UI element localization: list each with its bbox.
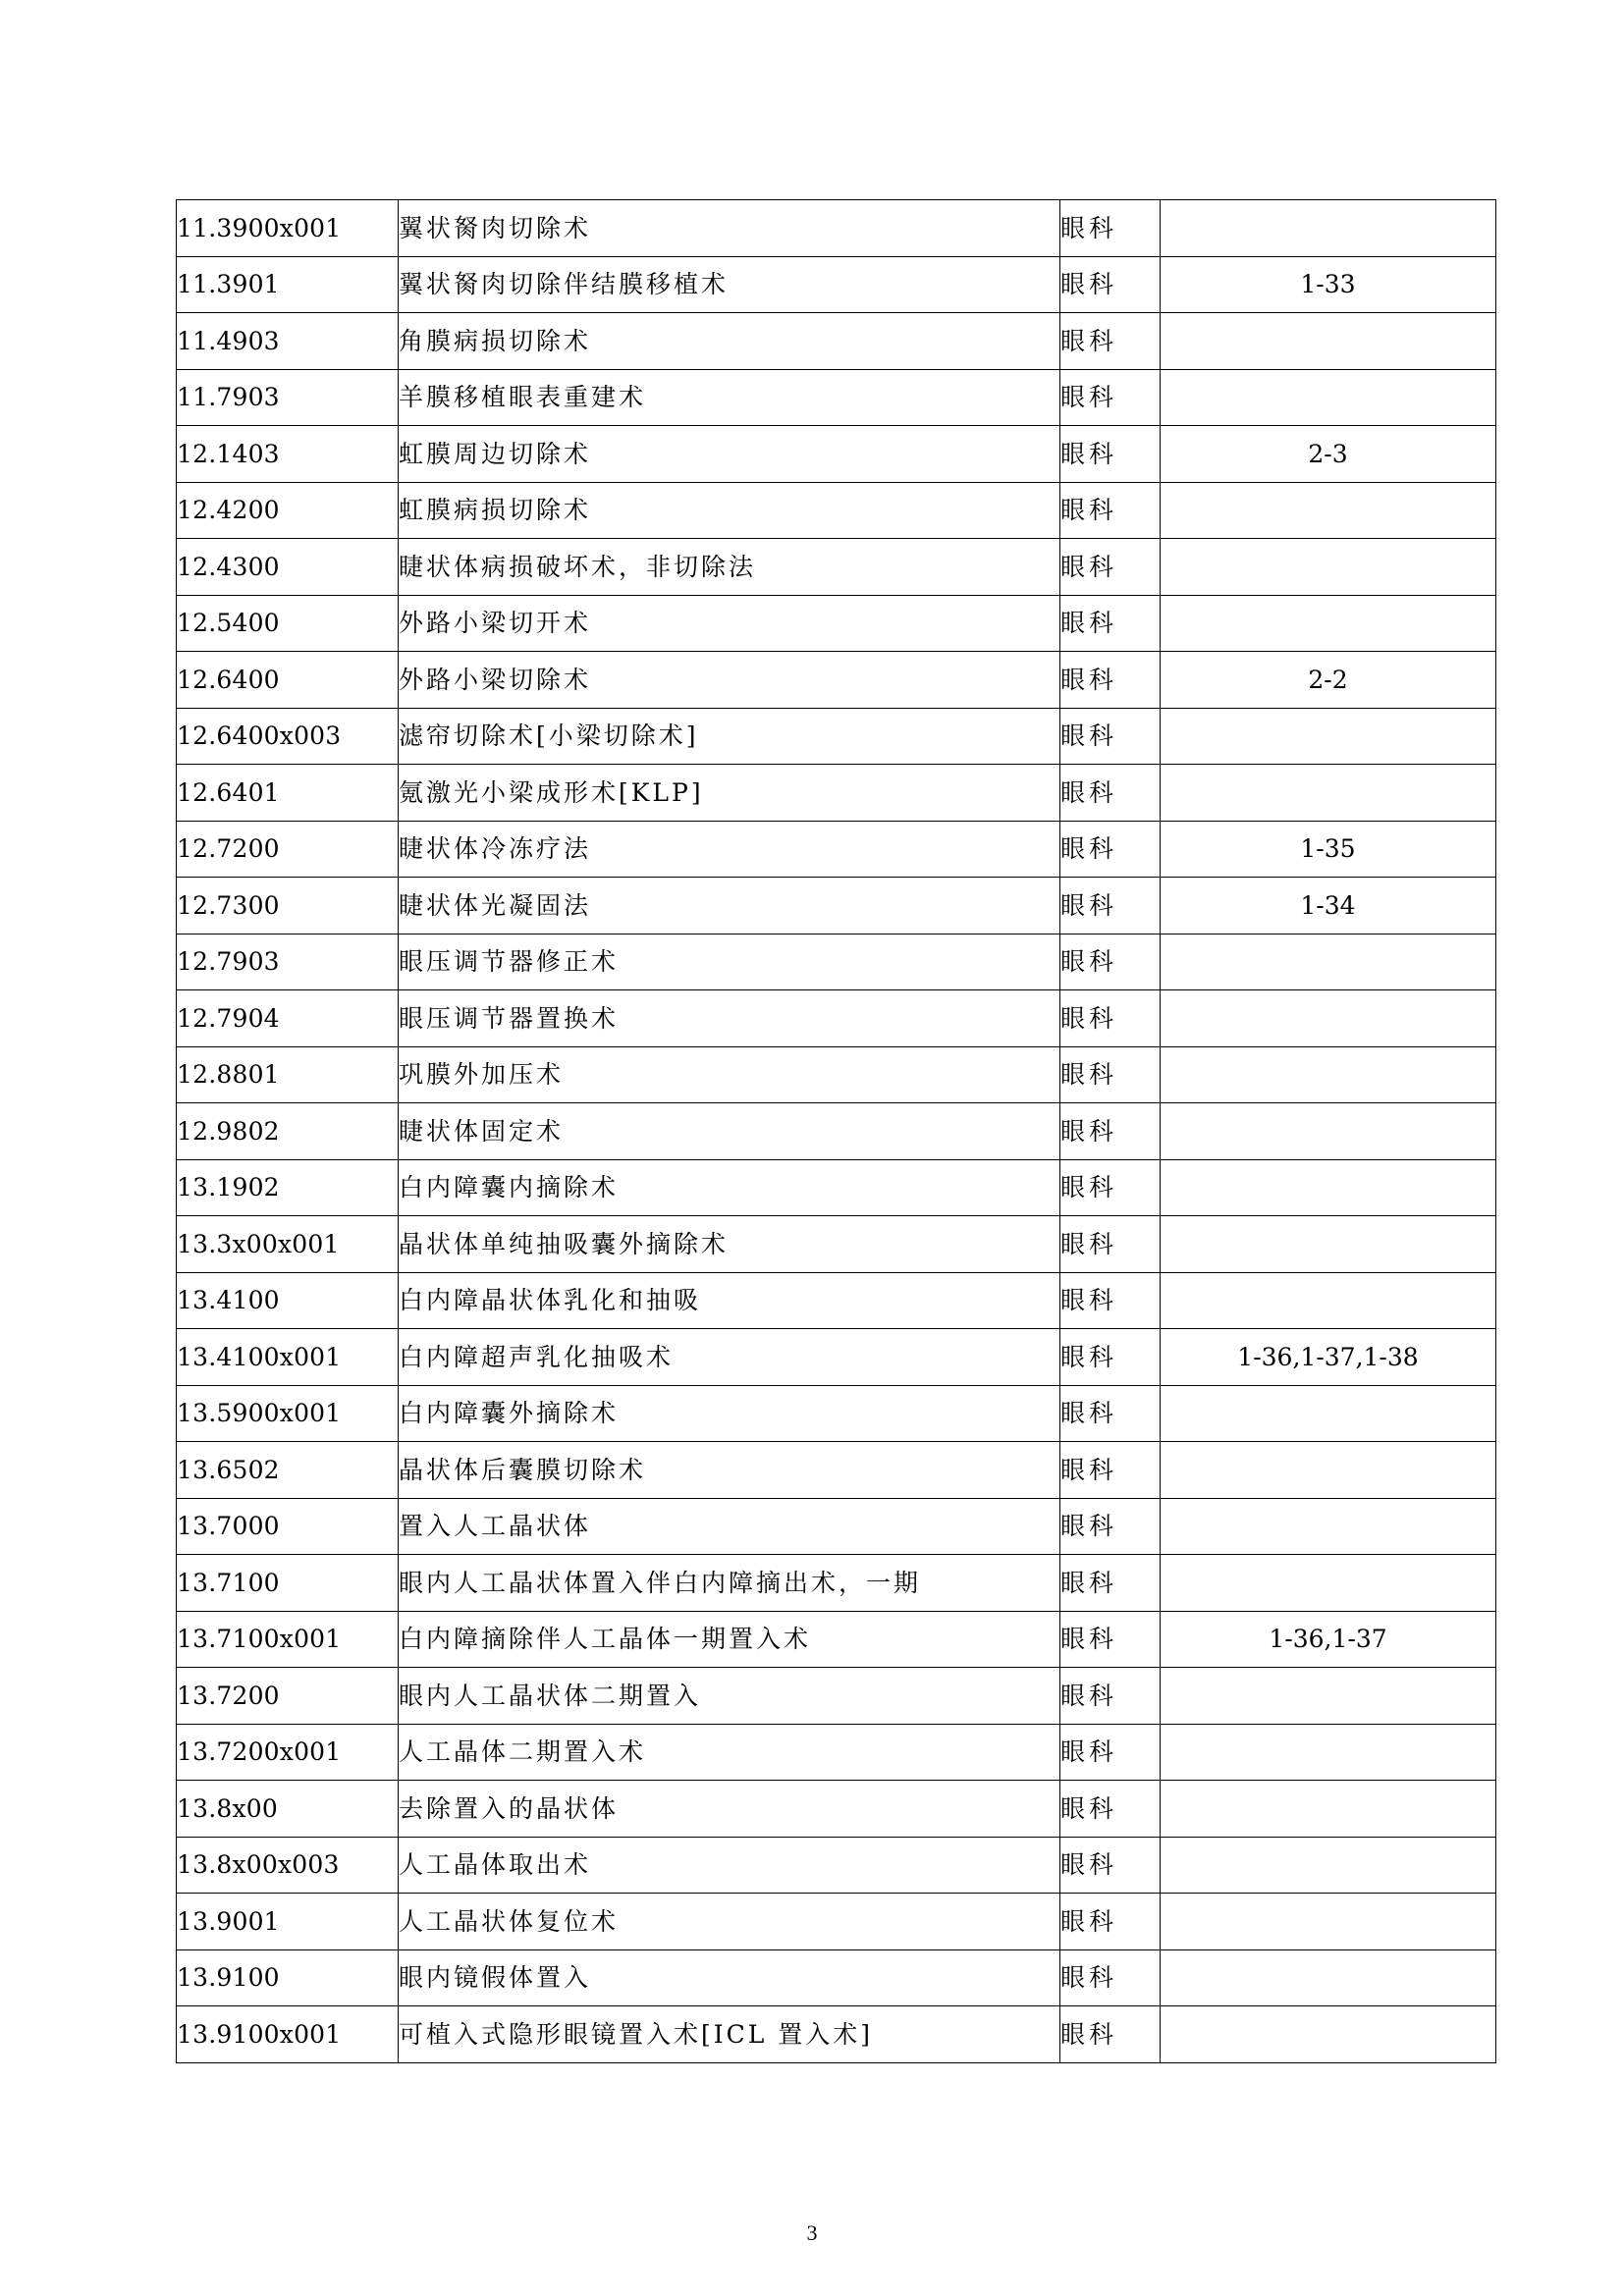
- procedure-code-cell: 12.5400: [177, 595, 399, 652]
- table-row: [177, 2006, 1496, 2063]
- procedure-code-cell: 13.7200: [177, 1668, 399, 1725]
- reference-cell: [1161, 1668, 1496, 1725]
- reference-cell: [1161, 1894, 1496, 1950]
- department-cell: 眼科: [1060, 369, 1161, 426]
- table-row: [177, 765, 1496, 822]
- table-row: [177, 1498, 1496, 1555]
- table-row: [177, 1894, 1496, 1950]
- department-cell: 眼科: [1060, 1724, 1161, 1781]
- procedure-code-cell: 12.7200: [177, 821, 399, 878]
- table-row: [177, 1442, 1496, 1499]
- procedure-name-cell: 外路小梁切开术: [399, 595, 1060, 652]
- department-cell: 眼科: [1060, 652, 1161, 709]
- reference-cell: [1161, 539, 1496, 596]
- department-cell: 眼科: [1060, 1498, 1161, 1555]
- department-cell: 眼科: [1060, 1046, 1161, 1103]
- reference-cell: [1161, 1272, 1496, 1329]
- procedure-name-cell: 睫状体冷冻疗法: [399, 821, 1060, 878]
- department-cell: 眼科: [1060, 934, 1161, 990]
- department-cell: 眼科: [1060, 595, 1161, 652]
- reference-cell: 1-36,1-37: [1161, 1611, 1496, 1668]
- table-row: [177, 990, 1496, 1047]
- reference-cell: [1161, 1724, 1496, 1781]
- department-cell: 眼科: [1060, 1668, 1161, 1725]
- procedure-code-cell: 12.7300: [177, 878, 399, 934]
- table-row: [177, 1668, 1496, 1725]
- reference-cell: [1161, 482, 1496, 539]
- table-row: [177, 934, 1496, 990]
- table-row: [177, 426, 1496, 483]
- reference-cell: 2-3: [1161, 426, 1496, 483]
- procedure-name-cell: 晶状体单纯抽吸囊外摘除术: [399, 1216, 1060, 1273]
- procedure-code-cell: 12.6400x003: [177, 708, 399, 765]
- reference-cell: [1161, 369, 1496, 426]
- department-cell: 眼科: [1060, 1216, 1161, 1273]
- procedure-code-cell: 12.7903: [177, 934, 399, 990]
- department-cell: 眼科: [1060, 426, 1161, 483]
- procedure-code-cell: 13.3x00x001: [177, 1216, 399, 1273]
- procedure-name-cell: 白内障囊外摘除术: [399, 1385, 1060, 1442]
- procedure-code-cell: 11.3900x001: [177, 200, 399, 257]
- procedure-name-cell: 置入人工晶状体: [399, 1498, 1060, 1555]
- table-row: [177, 878, 1496, 934]
- reference-cell: [1161, 1442, 1496, 1499]
- procedure-code-cell: 12.6401: [177, 765, 399, 822]
- table-row: [177, 1611, 1496, 1668]
- procedure-code-cell: 13.7000: [177, 1498, 399, 1555]
- reference-cell: [1161, 990, 1496, 1047]
- procedure-table: [176, 199, 1496, 2063]
- procedure-code-cell: 13.4100x001: [177, 1329, 399, 1386]
- procedure-name-cell: 白内障晶状体乳化和抽吸: [399, 1272, 1060, 1329]
- procedure-code-cell: 13.5900x001: [177, 1385, 399, 1442]
- procedure-name-cell: 眼内镜假体置入: [399, 1949, 1060, 2006]
- procedure-name-cell: 眼压调节器置换术: [399, 990, 1060, 1047]
- reference-cell: [1161, 313, 1496, 370]
- department-cell: 眼科: [1060, 708, 1161, 765]
- department-cell: 眼科: [1060, 313, 1161, 370]
- procedure-code-cell: 13.9001: [177, 1894, 399, 1950]
- procedure-name-cell: 滤帘切除术[小梁切除术]: [399, 708, 1060, 765]
- procedure-code-cell: 13.7100x001: [177, 1611, 399, 1668]
- department-cell: 眼科: [1060, 256, 1161, 313]
- procedure-name-cell: 氪激光小梁成形术[KLP]: [399, 765, 1060, 822]
- reference-cell: [1161, 200, 1496, 257]
- procedure-code-cell: 12.4300: [177, 539, 399, 596]
- reference-cell: [1161, 1103, 1496, 1160]
- reference-cell: [1161, 1781, 1496, 1838]
- department-cell: 眼科: [1060, 1272, 1161, 1329]
- department-cell: 眼科: [1060, 990, 1161, 1047]
- page-number: 3: [806, 2220, 818, 2245]
- reference-cell: [1161, 1555, 1496, 1612]
- reference-cell: 1-34: [1161, 878, 1496, 934]
- table-row: [177, 652, 1496, 709]
- procedure-name-cell: 角膜病损切除术: [399, 313, 1060, 370]
- reference-cell: [1161, 1949, 1496, 2006]
- table-row: [177, 1159, 1496, 1216]
- department-cell: 眼科: [1060, 1894, 1161, 1950]
- procedure-table-body: [177, 200, 1496, 2063]
- table-row: [177, 1555, 1496, 1612]
- procedure-name-cell: 睫状体固定术: [399, 1103, 1060, 1160]
- table-row: [177, 1781, 1496, 1838]
- table-row: [177, 595, 1496, 652]
- procedure-name-cell: 睫状体光凝固法: [399, 878, 1060, 934]
- procedure-name-cell: 白内障囊内摘除术: [399, 1159, 1060, 1216]
- department-cell: 眼科: [1060, 482, 1161, 539]
- procedure-code-cell: 13.4100: [177, 1272, 399, 1329]
- procedure-name-cell: 眼内人工晶状体置入伴白内障摘出术，一期: [399, 1555, 1060, 1612]
- procedure-name-cell: 眼压调节器修正术: [399, 934, 1060, 990]
- department-cell: 眼科: [1060, 1329, 1161, 1386]
- procedure-name-cell: 白内障摘除伴人工晶体一期置入术: [399, 1611, 1060, 1668]
- table-row: [177, 821, 1496, 878]
- procedure-code-cell: 13.7100: [177, 1555, 399, 1612]
- procedure-name-cell: 巩膜外加压术: [399, 1046, 1060, 1103]
- reference-cell: [1161, 1837, 1496, 1894]
- procedure-code-cell: 13.8x00x003: [177, 1837, 399, 1894]
- department-cell: 眼科: [1060, 1159, 1161, 1216]
- procedure-code-cell: 12.8801: [177, 1046, 399, 1103]
- reference-cell: 1-36,1-37,1-38: [1161, 1329, 1496, 1386]
- procedure-name-cell: 人工晶体取出术: [399, 1837, 1060, 1894]
- reference-cell: [1161, 595, 1496, 652]
- department-cell: 眼科: [1060, 539, 1161, 596]
- table-row: [177, 708, 1496, 765]
- table-row: [177, 1724, 1496, 1781]
- table-row: [177, 1272, 1496, 1329]
- department-cell: 眼科: [1060, 878, 1161, 934]
- department-cell: 眼科: [1060, 765, 1161, 822]
- department-cell: 眼科: [1060, 1385, 1161, 1442]
- procedure-name-cell: 可植入式隐形眼镜置入术[ICL 置入术]: [399, 2006, 1060, 2063]
- reference-cell: [1161, 934, 1496, 990]
- department-cell: 眼科: [1060, 1442, 1161, 1499]
- table-row: [177, 200, 1496, 257]
- table-row: [177, 1216, 1496, 1273]
- table-row: [177, 1046, 1496, 1103]
- department-cell: 眼科: [1060, 821, 1161, 878]
- procedure-name-cell: 虹膜周边切除术: [399, 426, 1060, 483]
- reference-cell: 1-35: [1161, 821, 1496, 878]
- department-cell: 眼科: [1060, 2006, 1161, 2063]
- table-row: [177, 256, 1496, 313]
- table-row: [177, 1329, 1496, 1386]
- reference-cell: [1161, 708, 1496, 765]
- procedure-name-cell: 翼状胬肉切除伴结膜移植术: [399, 256, 1060, 313]
- table-row: [177, 369, 1496, 426]
- procedure-code-cell: 11.4903: [177, 313, 399, 370]
- table-row: [177, 1837, 1496, 1894]
- procedure-code-cell: 11.3901: [177, 256, 399, 313]
- reference-cell: [1161, 1216, 1496, 1273]
- department-cell: 眼科: [1060, 1555, 1161, 1612]
- department-cell: 眼科: [1060, 1781, 1161, 1838]
- department-cell: 眼科: [1060, 1837, 1161, 1894]
- procedure-code-cell: 13.6502: [177, 1442, 399, 1499]
- procedure-name-cell: 去除置入的晶状体: [399, 1781, 1060, 1838]
- procedure-code-cell: 13.9100: [177, 1949, 399, 2006]
- procedure-code-cell: 13.8x00: [177, 1781, 399, 1838]
- reference-cell: 2-2: [1161, 652, 1496, 709]
- procedure-code-cell: 12.9802: [177, 1103, 399, 1160]
- table-row: [177, 1103, 1496, 1160]
- procedure-name-cell: 睫状体病损破坏术，非切除法: [399, 539, 1060, 596]
- department-cell: 眼科: [1060, 1949, 1161, 2006]
- procedure-name-cell: 晶状体后囊膜切除术: [399, 1442, 1060, 1499]
- procedure-code-cell: 13.7200x001: [177, 1724, 399, 1781]
- procedure-name-cell: 外路小梁切除术: [399, 652, 1060, 709]
- procedure-name-cell: 人工晶状体复位术: [399, 1894, 1060, 1950]
- reference-cell: [1161, 2006, 1496, 2063]
- procedure-name-cell: 眼内人工晶状体二期置入: [399, 1668, 1060, 1725]
- table-row: [177, 539, 1496, 596]
- procedure-name-cell: 翼状胬肉切除术: [399, 200, 1060, 257]
- reference-cell: [1161, 1498, 1496, 1555]
- procedure-code-cell: 13.1902: [177, 1159, 399, 1216]
- department-cell: 眼科: [1060, 1103, 1161, 1160]
- procedure-code-cell: 11.7903: [177, 369, 399, 426]
- procedure-code-cell: 12.7904: [177, 990, 399, 1047]
- procedure-name-cell: 羊膜移植眼表重建术: [399, 369, 1060, 426]
- reference-cell: [1161, 1159, 1496, 1216]
- table-row: [177, 482, 1496, 539]
- reference-cell: 1-33: [1161, 256, 1496, 313]
- table-row: [177, 313, 1496, 370]
- reference-cell: [1161, 1385, 1496, 1442]
- reference-cell: [1161, 1046, 1496, 1103]
- reference-cell: [1161, 765, 1496, 822]
- procedure-code-cell: 12.4200: [177, 482, 399, 539]
- table-row: [177, 1385, 1496, 1442]
- procedure-code-cell: 12.6400: [177, 652, 399, 709]
- department-cell: 眼科: [1060, 1611, 1161, 1668]
- procedure-name-cell: 白内障超声乳化抽吸术: [399, 1329, 1060, 1386]
- procedure-name-cell: 人工晶体二期置入术: [399, 1724, 1060, 1781]
- department-cell: 眼科: [1060, 200, 1161, 257]
- table-row: [177, 1949, 1496, 2006]
- procedure-name-cell: 虹膜病损切除术: [399, 482, 1060, 539]
- procedure-code-cell: 12.1403: [177, 426, 399, 483]
- procedure-code-cell: 13.9100x001: [177, 2006, 399, 2063]
